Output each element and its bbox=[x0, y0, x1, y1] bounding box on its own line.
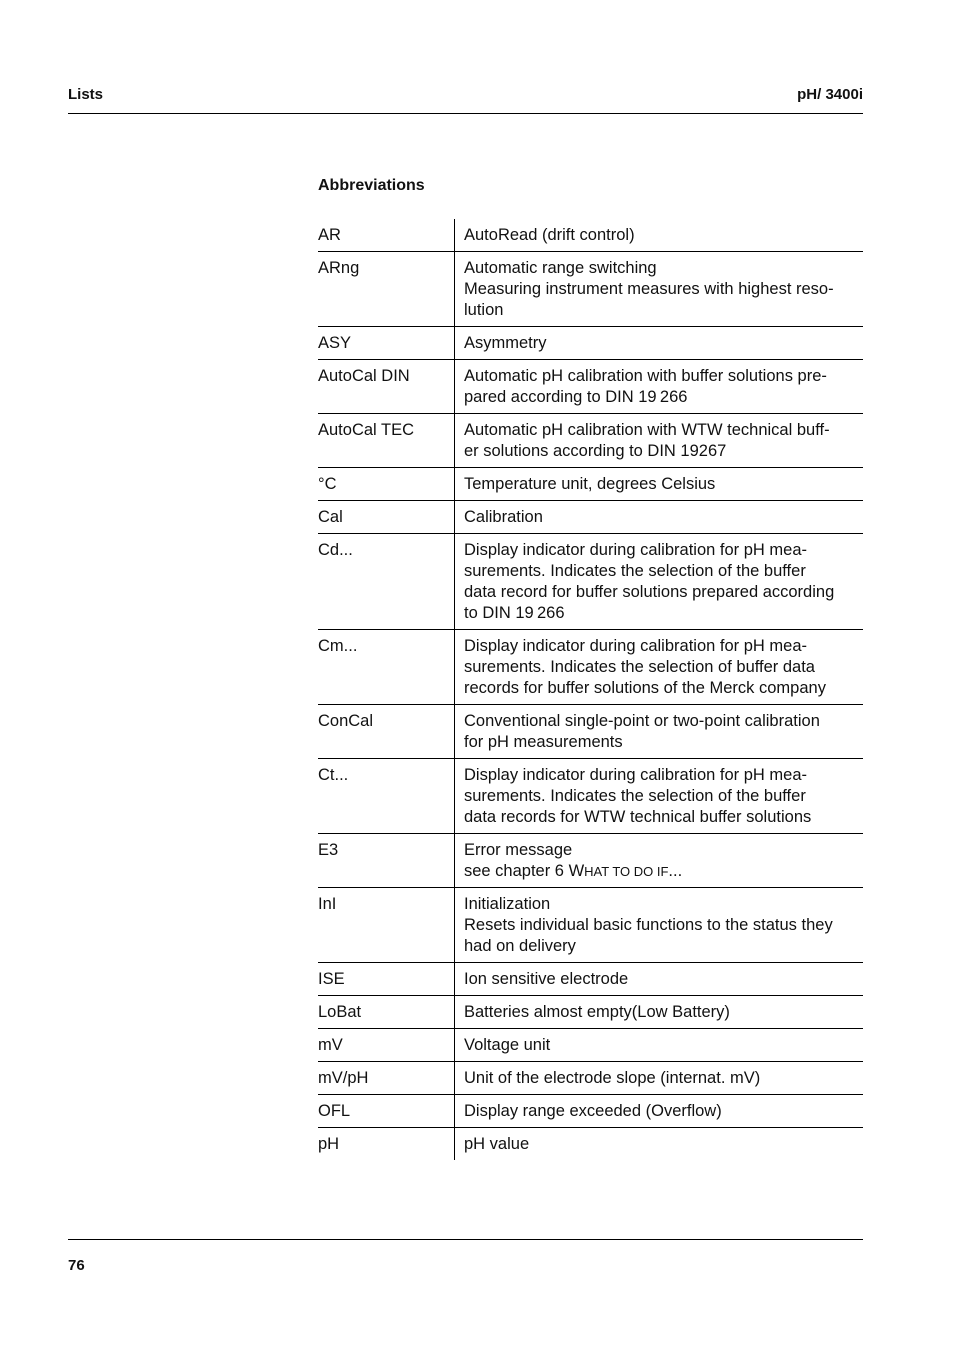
description-line: Display indicator during calibration for pH mea- bbox=[464, 766, 807, 784]
abbreviation-term: AutoCal TEC bbox=[318, 414, 455, 468]
abbreviation-row bbox=[318, 360, 863, 414]
running-header-section: Lists bbox=[68, 86, 104, 103]
description-line: pH value bbox=[464, 1135, 530, 1153]
abbreviation-row bbox=[318, 1062, 863, 1095]
footer-rule bbox=[68, 1239, 863, 1240]
abbreviation-description bbox=[455, 705, 864, 759]
description-line: Error message bbox=[464, 841, 573, 859]
description-line: Ion sensitive electrode bbox=[464, 970, 629, 988]
abbreviation-term: Ct... bbox=[318, 759, 455, 834]
abbreviation-row bbox=[318, 1095, 863, 1128]
abbreviation-term: mV/pH bbox=[318, 1062, 455, 1095]
description-line: data records for WTW technical buffer solutions bbox=[464, 808, 812, 826]
description-line: Initialization bbox=[464, 895, 551, 913]
chapter-reference-prefix: see chapter 6 W bbox=[464, 862, 585, 880]
abbreviation-term: AutoCal DIN bbox=[318, 360, 455, 414]
description-line: had on delivery bbox=[464, 937, 576, 955]
abbreviation-description bbox=[455, 888, 864, 963]
abbreviation-row bbox=[318, 1029, 863, 1062]
abbreviation-row bbox=[318, 219, 863, 252]
abbreviation-row bbox=[318, 252, 863, 327]
abbreviation-description bbox=[455, 468, 864, 501]
abbreviation-description bbox=[455, 1029, 864, 1062]
abbreviation-row bbox=[318, 888, 863, 963]
abbreviation-description bbox=[455, 360, 864, 414]
abbreviation-description bbox=[455, 630, 864, 705]
description-line: Display indicator during calibration for pH mea- bbox=[464, 541, 807, 559]
abbreviation-term: ARng bbox=[318, 252, 455, 327]
description-line: Conventional single-point or two-point calibration bbox=[464, 712, 820, 730]
description-line: Automatic range switching bbox=[464, 259, 657, 277]
abbreviation-row bbox=[318, 501, 863, 534]
description-line: Calibration bbox=[464, 508, 543, 526]
page-number: 76 bbox=[68, 1257, 85, 1274]
description-line: lution bbox=[464, 301, 504, 319]
description-line: Automatic pH calibration with buffer solutions pre- bbox=[464, 367, 827, 385]
abbreviation-term: ISE bbox=[318, 963, 455, 996]
abbreviation-term: OFL bbox=[318, 1095, 455, 1128]
abbreviation-row bbox=[318, 414, 863, 468]
description-line: pared according to DIN 19 266 bbox=[464, 388, 688, 406]
abbreviation-term: Cm... bbox=[318, 630, 455, 705]
abbreviation-description bbox=[455, 252, 864, 327]
description-line: data record for buffer solutions prepared according bbox=[464, 583, 835, 601]
abbreviation-term: °C bbox=[318, 468, 455, 501]
description-line: Display range exceeded (Overflow) bbox=[464, 1102, 722, 1120]
description-line: to DIN 19 266 bbox=[464, 604, 565, 622]
chapter-reference-suffix: ... bbox=[668, 862, 683, 880]
abbreviation-description bbox=[455, 219, 864, 252]
abbreviation-term: ASY bbox=[318, 327, 455, 360]
abbreviations-table bbox=[318, 219, 863, 1160]
abbreviation-row bbox=[318, 327, 863, 360]
abbreviation-description bbox=[455, 1062, 864, 1095]
description-line: Asymmetry bbox=[464, 334, 547, 352]
abbreviation-row bbox=[318, 705, 863, 759]
abbreviation-description bbox=[455, 1128, 864, 1161]
description-line: Temperature unit, degrees Celsius bbox=[464, 475, 716, 493]
abbreviation-description bbox=[455, 534, 864, 630]
description-line: surements. Indicates the selection of the buffer bbox=[464, 562, 806, 580]
abbreviation-row bbox=[318, 996, 863, 1029]
abbreviation-description bbox=[455, 1095, 864, 1128]
abbreviation-description bbox=[455, 327, 864, 360]
abbreviation-term: ConCal bbox=[318, 705, 455, 759]
abbreviation-row bbox=[318, 534, 863, 630]
description-line: surements. Indicates the selection of the buffer bbox=[464, 787, 806, 805]
abbreviation-row bbox=[318, 963, 863, 996]
abbreviation-term: E3 bbox=[318, 834, 455, 888]
chapter-reference bbox=[464, 861, 863, 882]
abbreviation-description bbox=[455, 834, 864, 888]
description-line: Unit of the electrode slope (internat. mV) bbox=[464, 1069, 761, 1087]
description-line: Batteries almost empty(Low Battery) bbox=[464, 1003, 730, 1021]
description-line: AutoRead (drift control) bbox=[464, 226, 635, 244]
abbreviation-description bbox=[455, 963, 864, 996]
abbreviation-term: LoBat bbox=[318, 996, 455, 1029]
abbreviation-term: AR bbox=[318, 219, 455, 252]
abbreviations-table-body bbox=[318, 219, 863, 1160]
description-line: Automatic pH calibration with WTW technical buff- bbox=[464, 421, 830, 439]
description-line: Display indicator during calibration for pH mea- bbox=[464, 637, 807, 655]
abbreviation-term: pH bbox=[318, 1128, 455, 1161]
section-title: Abbreviations bbox=[318, 177, 425, 194]
abbreviation-description bbox=[455, 759, 864, 834]
abbreviation-row bbox=[318, 759, 863, 834]
abbreviation-term: mV bbox=[318, 1029, 455, 1062]
abbreviation-term: InI bbox=[318, 888, 455, 963]
description-line: for pH measurements bbox=[464, 733, 623, 751]
abbreviation-term: Cd... bbox=[318, 534, 455, 630]
abbreviation-term: Cal bbox=[318, 501, 455, 534]
abbreviation-description bbox=[455, 501, 864, 534]
abbreviation-row bbox=[318, 468, 863, 501]
abbreviation-description bbox=[455, 996, 864, 1029]
abbreviation-row bbox=[318, 1128, 863, 1161]
description-line: er solutions according to DIN 19267 bbox=[464, 442, 727, 460]
abbreviation-row bbox=[318, 834, 863, 888]
description-line: surements. Indicates the selection of buffer data bbox=[464, 658, 815, 676]
chapter-reference-smallcaps: HAT TO DO IF bbox=[584, 864, 669, 879]
running-header-product: pH/ 3400i bbox=[797, 86, 863, 103]
abbreviation-row bbox=[318, 630, 863, 705]
description-line: records for buffer solutions of the Merck company bbox=[464, 679, 826, 697]
header-rule bbox=[68, 113, 863, 114]
abbreviation-description bbox=[455, 414, 864, 468]
description-line: Resets individual basic functions to the status they bbox=[464, 916, 833, 934]
description-line: Measuring instrument measures with highest reso- bbox=[464, 280, 834, 298]
description-line: Voltage unit bbox=[464, 1036, 551, 1054]
